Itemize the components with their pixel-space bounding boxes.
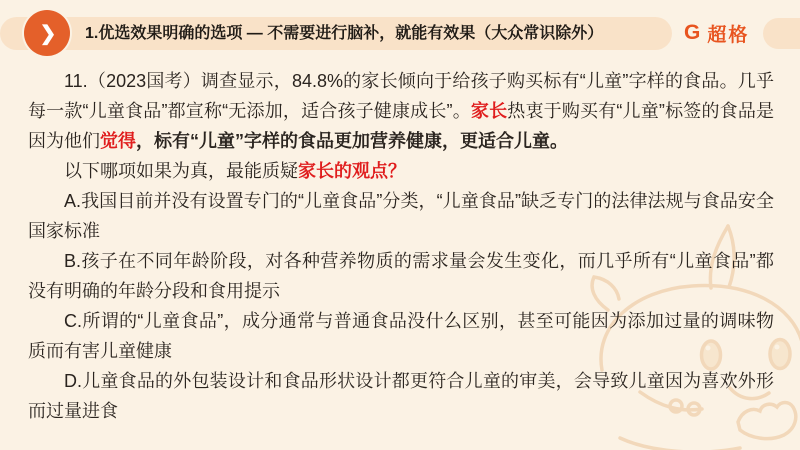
option-c: C.所谓的“儿童食品”，成分通常与普通食品没什么区别，甚至可能因为添加过量的调味物质而有害儿童健康 <box>28 311 774 361</box>
prompt-highlight: 家长的观点？ <box>298 161 406 181</box>
question-prompt <box>28 156 774 186</box>
header-right-pill <box>763 18 800 49</box>
stem-text: 热衷于购买有“儿童”标签的食品是因为他们 <box>28 101 775 151</box>
option-b: B.孩子在不同年龄阶段，对各种营养物质的需求量会发生变化，而几乎所有“儿童食品”都没有明确的年龄分段和食用提示 <box>28 251 774 301</box>
stem-bold-text: ，标有“儿童”字样的食品更加营养健康，更适合儿童。 <box>136 131 568 151</box>
question-stem <box>28 66 774 156</box>
header-title: 1.优选效果明确的选项 — 不需要进行脑补，就能有效果（大众常识除外） <box>85 25 604 42</box>
chevron-right-icon: ❯ <box>39 22 57 45</box>
brand-name: 超格 <box>707 25 750 46</box>
option-a: A.我国目前并没有设置专门的“儿童食品”分类，“儿童食品”缺乏专门的法律法规与食品安全国家标准 <box>28 191 774 241</box>
stem-text: 11.（2023国考）调查显示，84.8%的家长倾向于给孩子购买标有“儿童”字样的食品。几乎每一款“儿童食品”都宣称“无添加，适合孩子健康成长”。 <box>28 71 774 121</box>
chevron-badge <box>24 10 70 56</box>
brand-logo <box>684 17 749 50</box>
brand-g-icon: G <box>684 21 701 44</box>
question-area <box>28 66 774 426</box>
prompt-text: 以下哪项如果为真，最能质疑 <box>64 161 298 181</box>
header-band <box>0 17 672 50</box>
stem-highlight-juede: 觉得 <box>100 131 136 151</box>
option-d: D.儿童食品的外包装设计和食品形状设计都更符合儿童的审美，会导致儿童因为喜欢外形而过量进食 <box>28 371 774 421</box>
stem-highlight-jiazhang: 家长 <box>470 101 508 121</box>
